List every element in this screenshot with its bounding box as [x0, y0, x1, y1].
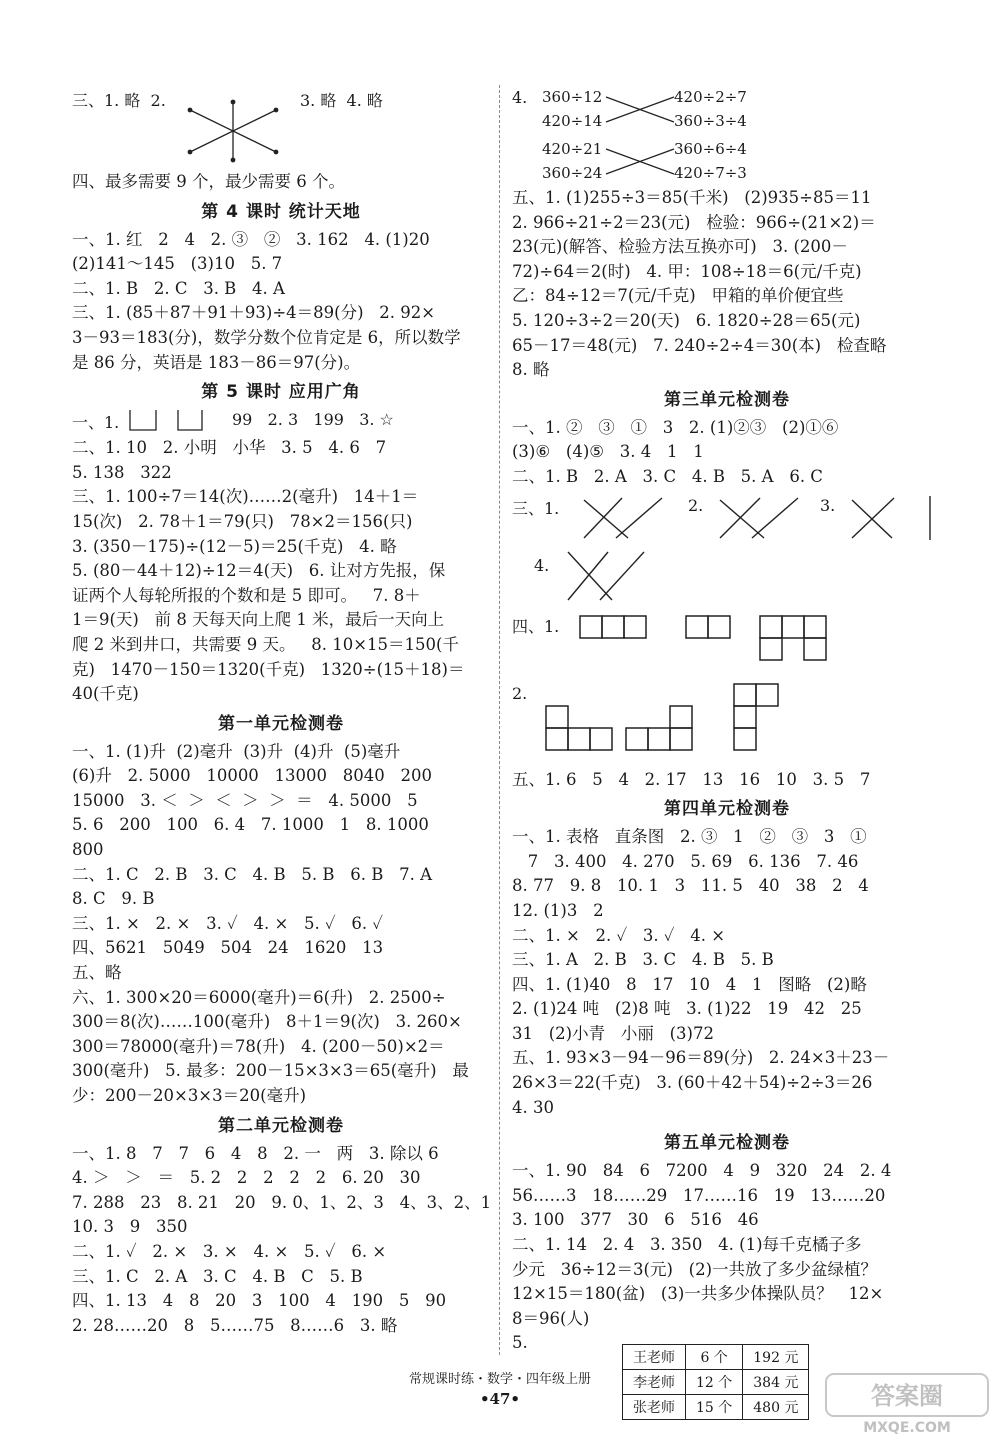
expr-right: 360÷3÷4 — [674, 112, 747, 130]
svg-text:答案圈: 答案圈 — [871, 1382, 943, 1410]
answer-line: 8. 77 9. 8 10. 1 3 11. 5 40 38 2 4 — [512, 876, 869, 896]
crossing-lines-figure — [512, 490, 942, 548]
answer-line: 12×15＝180(盆) (3)一共多少体操队员？ 12× — [512, 1284, 884, 1304]
answer-line: 800 — [72, 840, 104, 860]
table-cell: 李老师 — [623, 1370, 686, 1395]
answer-line: 少：200－20×3×3＝20(毫升) — [72, 1086, 307, 1105]
answer-line: 300＝78000(毫升)＝78(升) 4. (200－50)×2＝ — [72, 1036, 445, 1056]
table-row — [623, 1345, 809, 1370]
answer-line: (6)升 2. 5000 10000 13000 8040 200 — [72, 766, 432, 786]
answer-line: 爬 2 米到井口，共需要 9 天。 8. 10×15＝150(千 — [72, 634, 459, 654]
answer-line: 5. (80－44＋12)÷12＝4(天) 6. 让对方先报，保 — [72, 561, 446, 581]
expr-left: 420÷21 — [542, 140, 603, 158]
answer-line: 三、1. C 2. A 3. C 4. B C 5. B — [72, 1266, 363, 1286]
table-cell: 15 个 — [686, 1395, 743, 1420]
section-heading: 第一单元检测卷 — [218, 713, 344, 734]
svg-text:MXQE.COM: MXQE.COM — [863, 1420, 951, 1436]
answer-line: 一、1. 8 7 7 6 4 8 2. 一 两 3. 除以 6 — [72, 1143, 439, 1163]
answer-line: 一、1. 红 2 4 2. ③ ② 3. 162 4. (1)20 — [72, 229, 430, 249]
section-heading: 第三单元检测卷 — [664, 389, 790, 410]
answer-line: 三、1. (85＋87＋91＋93)÷4＝89(分) 2. 92× — [72, 303, 436, 323]
expr-left: 420÷14 — [542, 112, 603, 130]
answer-line: 15000 3. ＜ ＞ ＜ ＞ ＞ ＝ 4. 5000 5 — [72, 790, 418, 810]
expr-left: 360÷12 — [542, 88, 603, 106]
table-cell: 6 个 — [686, 1345, 743, 1370]
answer-line: 二、1. B 2. C 3. B 4. A — [72, 278, 285, 298]
answer-line: 一、1. (1)升 (2)毫升 (3)升 (4)升 (5)毫升 — [72, 741, 401, 761]
answer-line: 五、1. (1)255÷3＝85(千米) (2)935÷85＝11 — [512, 188, 872, 207]
answer-line: 7. 288 23 8. 21 20 9. 0、1、2、3 4、3、2、1 — [72, 1192, 492, 1212]
answer-line: 300(毫升) 5. 最多：200－15×3×3＝65(毫升) 最 — [72, 1061, 469, 1081]
answer-line: 一、1. ② ③ ① 3 2. (1)②③ (2)①⑥ — [512, 417, 839, 437]
square-figures-row-2 — [512, 684, 942, 768]
answer-line: 三、1. 100÷7＝14(次)……2(毫升) 14＋1＝ — [72, 487, 419, 507]
answer-line — [72, 408, 490, 436]
answer-line: 四、5621 5049 504 24 1620 13 — [72, 938, 384, 958]
answer-line: 五、略 — [72, 963, 122, 983]
crossing-lines-figure — [512, 548, 712, 604]
answer-line: 4. 30 — [512, 1097, 554, 1117]
section-heading: 第五单元检测卷 — [664, 1133, 790, 1154]
answer-line: 8. C 9. B — [72, 889, 155, 909]
expr-left: 360÷24 — [542, 164, 603, 182]
answer-line: 5. 120÷3÷2＝20(天) 6. 1820÷28＝65(元) — [512, 310, 861, 330]
answer-line: 300＝8(次)……100(毫升) 8＋1＝9(次) 3. 260× — [72, 1012, 462, 1032]
answer-line: 二、1. B 2. A 3. C 4. B 5. A 6. C — [512, 466, 823, 486]
matching-figure — [512, 88, 942, 186]
table-cell: 384 元 — [743, 1370, 809, 1395]
answer-line: 证两个人每轮所报的个数和是 5 即可。 7. 8＋ — [72, 585, 421, 605]
question-label: 2. — [512, 683, 528, 703]
answer-line: 8. 略 — [512, 360, 550, 380]
page-number: •47• — [479, 1390, 521, 1408]
answer-line: 72)÷64＝2(时) 4. 甲：108÷18＝6(元/千克) — [512, 261, 862, 281]
answer-line: 3. 100 377 30 6 516 46 — [512, 1210, 759, 1230]
answer-line: 23(元)(解答、检验方法互换亦可) 3. (200－ — [512, 237, 848, 257]
question-label: 4. — [512, 88, 528, 107]
table-cell: 192 元 — [743, 1345, 809, 1370]
expr-right: 420÷2÷7 — [674, 88, 747, 106]
section-heading: 第 4 课时 统计天地 — [201, 201, 361, 222]
star-lines-figure — [188, 100, 308, 162]
answer-line: 56……3 18……29 17……16 19 13……20 — [512, 1185, 886, 1205]
answer-line: 2. (1)24 吨 (2)8 吨 3. (1)22 19 42 25 — [512, 999, 862, 1019]
answer-line: (2)141～145 (3)10 5. 7 — [72, 254, 283, 274]
answer-line: 克) 1470－150＝1320(千克) 1320÷(15＋18)＝ — [72, 659, 465, 679]
section-heading: 第四单元检测卷 — [664, 799, 790, 820]
left-column — [72, 88, 490, 1338]
answer-line: 二、1. × 2. ✓ 3. ✓ 4. × — [512, 925, 726, 945]
answer-line: 7 3. 400 4. 270 5. 69 6. 136 7. 46 — [512, 851, 859, 871]
expr-right: 420÷7÷3 — [674, 164, 747, 182]
table-cell: 王老师 — [623, 1345, 686, 1370]
table-cell: 480 元 — [743, 1395, 809, 1420]
square-grid-figures — [512, 684, 942, 768]
answer-line: 三、1. 略 2. — [72, 91, 166, 110]
question-label: 3. — [820, 495, 836, 515]
answer-line: (3)⑥ (4)⑤ 3. 4 1 1 — [512, 442, 704, 462]
answer-line: 8＝96(人) — [512, 1308, 590, 1328]
section-heading: 第 5 课时 应用广角 — [201, 382, 361, 403]
answer-line: 五、1. 6 5 4 2. 17 13 16 10 3. 5 7 — [512, 769, 871, 789]
question-label: 四、1. — [512, 616, 560, 636]
watermark-logo — [822, 1370, 992, 1438]
question-label: 4. — [534, 555, 550, 575]
section-heading: 第二单元检测卷 — [218, 1115, 344, 1136]
answer-line: 2. 966÷21÷2＝23(元) 检验：966÷(21×2)＝ — [512, 212, 876, 232]
answer-text: 99 2. 3 199 3. ☆ — [232, 410, 394, 430]
answer-line: 三、1. × 2. × 3. ✓ 4. × 5. ✓ 6. ✓ — [72, 913, 384, 933]
answer-line: 3－93＝183(分)，数学分数个位肯定是 6，所以数学 — [72, 327, 461, 347]
answer-line: 四、1. (1)40 8 17 10 4 1 图略 (2)略 — [512, 974, 867, 994]
book-footer: 常规课时练・数学・四年级上册 — [408, 1372, 591, 1387]
answer-line: 15(次) 2. 78＋1＝79(只) 78×2＝156(只) — [72, 511, 413, 531]
answer-line: 是 86 分，英语是 183－86＝97(分)。 — [72, 352, 361, 372]
answer-line: 3. (350－175)÷(12－5)＝25(千克) 4. 略 — [72, 536, 397, 556]
right-column — [512, 88, 942, 1436]
answer-line: 五、1. 93×3－94－96＝89(分) 2. 24×3＋23－ — [512, 1048, 890, 1068]
table-cell: 12 个 — [686, 1370, 743, 1395]
answer-line: 3. 略 4. 略 — [300, 91, 383, 110]
answer-line: 四、1. 13 4 8 20 3 100 4 190 5 90 — [72, 1291, 447, 1311]
line-figures-row-2 — [512, 548, 942, 604]
answer-line: 二、1. ✓ 2. × 3. × 4. × 5. ✓ 6. × — [72, 1241, 387, 1261]
square-grid-figures — [512, 604, 942, 684]
answer-line: 2. 28……20 8 5……75 8……6 3. 略 — [72, 1315, 398, 1335]
answer-line: 5. 138 322 — [72, 462, 172, 482]
answer-line: 26×3＝22(千克) 3. (60＋42＋54)÷2÷3＝26 — [512, 1073, 873, 1093]
answer-line: 一、1. 表格 直条图 2. ③ 1 ② ③ 3 ① — [512, 827, 867, 847]
bracket-shapes-figure — [130, 408, 220, 436]
line-figures-row — [512, 490, 942, 548]
question-label: 三、1. — [512, 498, 560, 518]
answer-line: 三、1. A 2. B 3. C 4. B 5. B — [512, 950, 774, 970]
answer-line: 一、1. 90 84 6 7200 4 9 320 24 2. 4 — [512, 1161, 892, 1181]
answer-line: 31 (2)小青 小丽 (3)72 — [512, 1023, 714, 1043]
answer-line: 二、1. 10 2. 小明 小华 3. 5 4. 6 7 — [72, 438, 387, 458]
answer-line: 4. ＞ ＞ ＝ 5. 2 2 2 2 2 6. 20 30 — [72, 1168, 421, 1188]
answer-line: 10. 3 9 350 — [72, 1217, 188, 1237]
column-divider — [499, 85, 500, 1355]
answer-line: 65－17＝48(元) 7. 240÷2÷4＝30(本) 检查略 — [512, 335, 887, 355]
answer-line: 1＝9(天) 前 8 天每天向上爬 1 米，最后一天向上 — [72, 610, 445, 630]
answer-line: 二、1. 14 2. 4 3. 350 4. (1)每千克橘子多 — [512, 1235, 862, 1255]
answer-line: 乙：84÷12＝7(元/千克) 甲箱的单价便宜些 — [512, 286, 844, 306]
answer-line: 5. 6 200 100 6. 4 7. 1000 1 8. 1000 — [72, 815, 429, 835]
table-cell: 张老师 — [623, 1395, 686, 1420]
answer-line: 四、最多需要 9 个，最少需要 6 个。 — [72, 172, 345, 191]
answer-line: 40(千克) — [72, 684, 139, 704]
answer-line: 六、1. 300×20＝6000(毫升)＝6(升) 2. 2500÷ — [72, 987, 446, 1007]
square-figures-row — [512, 604, 942, 684]
q3-figure-row — [72, 88, 490, 150]
answer-line: 12. (1)3 2 — [512, 900, 604, 920]
matching-lines — [604, 88, 684, 186]
answer-line: 二、1. C 2. B 3. C 4. B 5. B 6. B 7. A — [72, 864, 432, 884]
question-label: 2. — [688, 495, 704, 515]
answer-line: 少元 36÷12＝3(元) (2)一共放了多少盆绿植？ — [512, 1259, 878, 1279]
answer-label: 一、1. — [72, 413, 120, 433]
expr-right: 360÷6÷4 — [674, 140, 747, 158]
answer-line: 5. — [512, 1333, 528, 1353]
